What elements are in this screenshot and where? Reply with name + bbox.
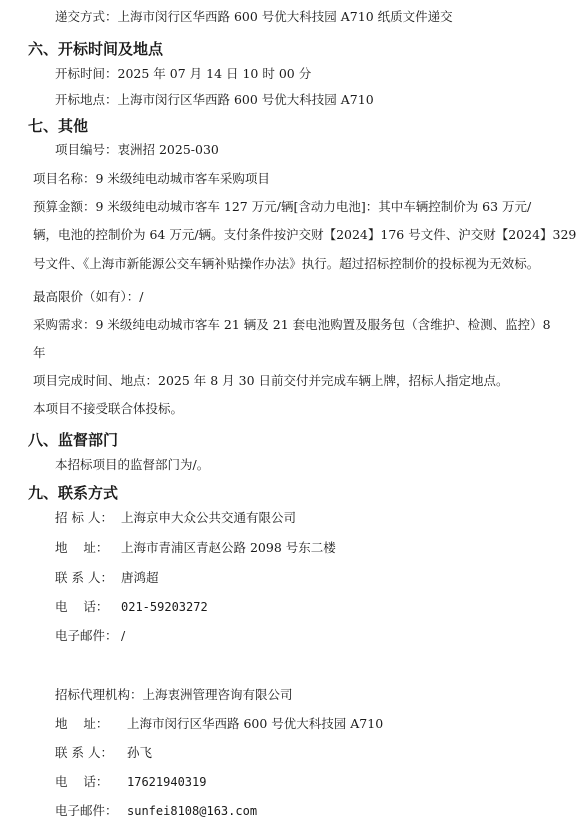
agency-contact-label: 联 系 人： — [55, 745, 113, 760]
project-number: 项目编号：衷洲招 2025-030 — [55, 142, 219, 157]
agency-contact-row — [55, 745, 152, 761]
delivery-method-line: 递交方式：上海市闵行区华西路 600 号优大科技园 A710 纸质文件递交 — [55, 9, 453, 24]
tenderer-address-label: 地 址： — [55, 540, 109, 555]
tenderer-email-row — [55, 628, 125, 644]
tenderer-name: 上海京申大众公共交通有限公司 — [121, 510, 297, 525]
procurement-demand-line-2: 年 — [33, 345, 46, 360]
tenderer-contact: 唐鸿超 — [121, 570, 159, 585]
completion-time-place: 项目完成时间、地点：2025 年 8 月 30 日前交付并完成车辆上牌，招标人指定地点。 — [33, 373, 509, 388]
agency-name-row — [55, 687, 293, 703]
budget-line-1: 预算金额：9 米级纯电动城市客车 127 万元/辆[含动力电池]：其中车辆控制价为 63 万元/ — [33, 199, 532, 214]
tenderer-contact-label: 联 系 人： — [55, 570, 113, 585]
max-price: 最高限价（如有）：/ — [33, 289, 144, 304]
budget-line-2: 辆，电池的控制价为 64 万元/辆。支付条件按沪交财【2024】176 号文件、沪交财【2024】329 — [33, 227, 577, 242]
section-7-heading: 七、其他 — [28, 117, 89, 135]
agency-contact: 孙飞 — [127, 745, 153, 760]
tenderer-email: / — [121, 628, 126, 643]
agency-name: 上海衷洲管理咨询有限公司 — [142, 687, 293, 702]
section-9-heading: 九、联系方式 — [28, 484, 119, 502]
agency-address-row — [55, 716, 383, 732]
tenderer-name-row — [55, 510, 296, 526]
supervision-text: 本招标项目的监督部门为/。 — [55, 457, 210, 472]
budget-line-3: 号文件、《上海市新能源公交车辆补贴操作办法》执行。超过招标控制价的投标视为无效标。 — [33, 256, 540, 271]
agency-email-row — [55, 803, 257, 819]
project-name: 项目名称：9 米级纯电动城市客车采购项目 — [33, 171, 270, 186]
agency-address: 上海市闵行区华西路 600 号优大科技园 A710 — [127, 716, 384, 731]
procurement-demand-line-1: 采购需求：9 米级纯电动城市客车 21 辆及 21 套电池购置及服务包（含维护、检测、监控）8 — [33, 317, 551, 332]
tenderer-address-row — [55, 540, 336, 556]
section-6-heading: 六、开标时间及地点 — [28, 40, 164, 58]
tenderer-phone-label: 电 话： — [55, 599, 109, 614]
agency-name-label: 招标代理机构： — [55, 687, 143, 702]
agency-phone-label: 电 话： — [55, 774, 109, 789]
agency-phone: 17621940319 — [127, 775, 207, 789]
tenderer-contact-row — [55, 570, 159, 586]
agency-email-label: 电子邮件： — [55, 803, 118, 818]
bid-opening-time: 开标时间：2025 年 07 月 14 日 10 时 00 分 — [55, 66, 312, 81]
tenderer-phone-row — [55, 599, 208, 615]
tenderer-name-label: 招 标 人： — [55, 510, 113, 525]
consortium-note: 本项目不接受联合体投标。 — [33, 401, 184, 416]
tenderer-phone: 021-59203272 — [121, 600, 208, 614]
bid-opening-place: 开标地点：上海市闵行区华西路 600 号优大科技园 A710 — [55, 92, 374, 107]
tenderer-email-label: 电子邮件： — [55, 628, 118, 643]
agency-address-label: 地 址： — [55, 716, 109, 731]
agency-phone-row — [55, 774, 206, 790]
agency-email: sunfei8108@163.com — [127, 804, 258, 818]
section-8-heading: 八、监督部门 — [28, 431, 119, 449]
tenderer-address: 上海市青浦区青赵公路 2098 号东二楼 — [121, 540, 336, 555]
